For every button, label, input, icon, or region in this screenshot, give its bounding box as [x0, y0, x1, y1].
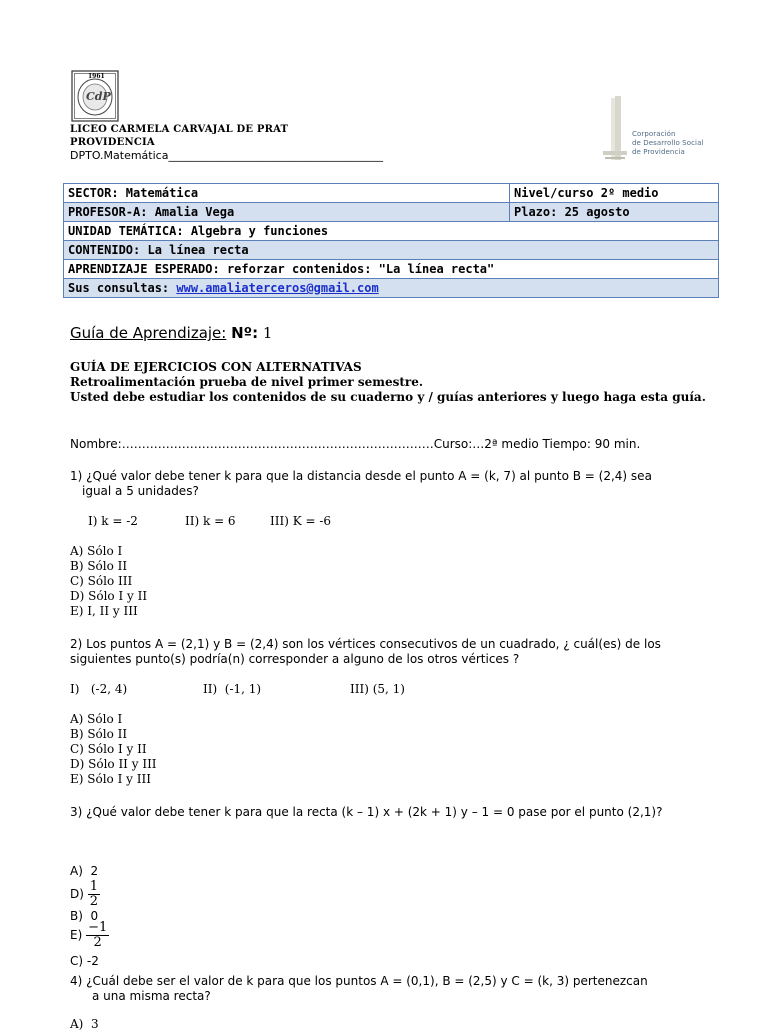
q2-option-d: D) Sólo II y III: [70, 757, 157, 771]
corporation-logo: [603, 96, 743, 164]
q1-option-a: A) Sólo I: [70, 544, 123, 558]
school-city: PROVIDENCIA: [70, 137, 155, 148]
corp-line-3: de Providencia: [632, 148, 685, 156]
q2-options: [70, 712, 157, 787]
q1-option-b: B) Sólo II: [70, 559, 128, 573]
table-row: [64, 222, 719, 241]
table-row: [64, 203, 719, 222]
q3-text: 3) ¿Qué valor debe tener k para que la recta (k – 1) x + (2k + 1) y – 1 = 0 pase por el punto (2,1)?: [70, 805, 663, 819]
guide-heading: GUÍA DE EJERCICIOS CON ALTERNATIVAS: [70, 360, 362, 374]
fraction-numerator: 1: [89, 879, 99, 894]
fraction-denominator: 2: [89, 894, 99, 909]
q2-option-b: B) Sólo II: [70, 727, 128, 741]
q2-option-c: C) Sólo I y II: [70, 742, 147, 756]
q1-options: [70, 544, 147, 619]
fraction-numerator: −1: [88, 920, 108, 935]
q2-text-line-1: 2) Los puntos A = (2,1) y B = (2,4) son los vértices consecutivos de un cuadrado, ¿ cuál(es) de los: [70, 637, 661, 651]
logo-year: 1961: [88, 73, 105, 80]
q1-text-line-1: 1) ¿Qué valor debe tener k para que la distancia desde el punto A = (k, 7) al punto B = (2,4) sea: [70, 469, 652, 483]
q2-statement-3: III) (5, 1): [350, 682, 405, 696]
q2-statement-2: II) (-1, 1): [203, 682, 262, 696]
consultas-cell: [64, 279, 719, 298]
guide-subheading: Retroalimentación prueba de nivel primer semestre.: [70, 375, 424, 389]
q1-option-e: E) I, II y III: [70, 604, 138, 618]
profesor-cell: PROFESOR-A: Amalia Vega: [64, 203, 510, 222]
q2-option-e: E) Sólo I y III: [70, 772, 151, 786]
student-info-line: Nombre:……………………………………………………………………Curso:…2ª medio Tiempo: 90 min.: [70, 437, 641, 451]
q2-text-line-2: siguientes punto(s) podría(n) corresponder a alguno de los otros vértices ?: [70, 652, 520, 666]
q1-option-d: D) Sólo I y II: [70, 589, 148, 603]
consultas-label: Sus consultas:: [68, 281, 177, 295]
q2-option-a: A) Sólo I: [70, 712, 123, 726]
nivel-cell: Nivel/curso 2º medio: [510, 184, 719, 203]
q1-statement-3: III) K = -6: [270, 514, 332, 528]
fraction-denominator: 2: [93, 935, 102, 950]
q4-option-a: A) 3: [70, 1017, 99, 1031]
unidad-cell: UNIDAD TEMÁTICA: Algebra y funciones: [64, 222, 719, 241]
q3-option-c: C) -2: [70, 954, 99, 968]
q3-options: [70, 834, 99, 984]
q1-text-line-2: igual a 5 unidades?: [82, 484, 199, 498]
q3-option-d-fraction: [88, 880, 100, 909]
q3-option-e: [70, 921, 109, 950]
logo-initials: CdP: [86, 90, 111, 103]
guide-title-text: Guía de Aprendizaje:: [70, 324, 227, 342]
table-row: [64, 184, 719, 203]
contenido-cell: CONTENIDO: La línea recta: [64, 241, 719, 260]
aprendizaje-cell: APRENDIZAJE ESPERADO: reforzar contenidos: "La línea recta": [64, 260, 719, 279]
course-info-table: [63, 183, 719, 298]
q3-option-e-fraction: [86, 921, 109, 950]
guide-header-block: [70, 360, 720, 405]
q2-statement-1: I) (-2, 4): [70, 682, 128, 696]
table-row: [64, 279, 719, 298]
q3-option-b: B) 0: [70, 909, 99, 923]
corp-line-1: Corporación: [632, 130, 676, 138]
sector-cell: SECTOR: Matemática: [64, 184, 510, 203]
q4-text-line-1: 4) ¿Cuál debe ser el valor de k para que los puntos A = (0,1), B = (2,5) y C = (k, 3) pertenezcan: [70, 974, 648, 988]
table-row: [64, 260, 719, 279]
table-row: [64, 241, 719, 260]
guide-number-label: Nº:: [231, 324, 259, 342]
q3-option-d-label: D): [70, 887, 84, 901]
q3-option-e-label: E): [70, 928, 83, 942]
corp-line-2: de Desarrollo Social: [632, 139, 704, 147]
school-name: LICEO CARMELA CARVAJAL DE PRAT: [70, 124, 289, 135]
q3-option-a: A) 2: [70, 864, 99, 878]
department-line: DPTO.Matemática_______________________________________: [70, 149, 383, 162]
guide-number: 1: [262, 324, 273, 342]
school-crest-logo: [71, 70, 119, 122]
q1-statement-2: II) k = 6: [185, 514, 236, 528]
guide-instruction: Usted debe estudiar los contenidos de su cuaderno y / guías anteriores y luego haga esta guía.: [70, 390, 706, 404]
q4-text-line-2: a una misma recta?: [92, 989, 211, 1003]
email-link[interactable]: www.amaliaterceros@gmail.com: [176, 281, 379, 295]
q3-option-d: [70, 880, 100, 909]
q1-option-c: C) Sólo III: [70, 574, 133, 588]
plazo-cell: Plazo: 25 agosto: [510, 203, 719, 222]
q1-statement-1: I) k = -2: [88, 514, 138, 528]
guide-title: [70, 324, 272, 342]
